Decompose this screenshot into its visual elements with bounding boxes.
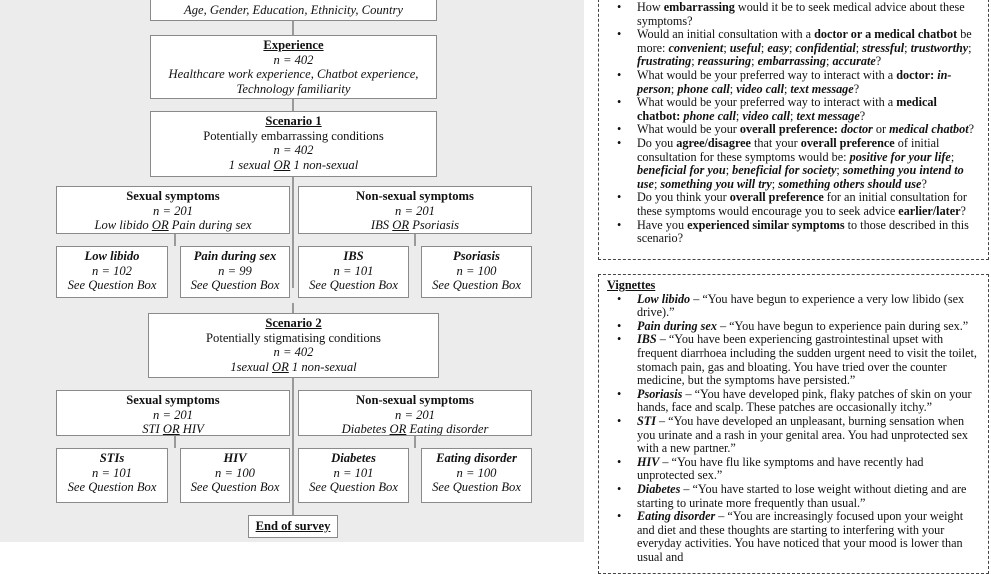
end-of-survey-box (248, 515, 338, 538)
leaf-n: n = 101 (92, 465, 132, 480)
leaf-see: See Question Box (432, 278, 521, 292)
leaf-see: See Question Box (432, 480, 521, 494)
leaf-title: Low libido (84, 249, 140, 263)
leaf-see: See Question Box (309, 480, 398, 494)
leaf-see: See Question Box (190, 278, 280, 292)
scenario-2-title: Scenario 2 (265, 316, 322, 330)
leaf-n: n = 99 (218, 263, 252, 278)
s1-sexual-symptoms-box (56, 186, 290, 234)
scenario-1-title: Scenario 1 (265, 114, 322, 128)
leaf-stis (56, 448, 168, 503)
vignette-item: • Pain during sex – “You have begun to experience pain during sex.” (607, 320, 982, 334)
leaf-title: IBS (343, 249, 364, 263)
s1-sexual-title: Sexual symptoms (126, 189, 220, 203)
scenario-1-note: 1 sexual OR 1 non-sexual (228, 157, 359, 172)
s1-nonsexual-note: IBS OR Psoriasis (370, 218, 460, 232)
connector (414, 436, 416, 448)
scenario-1-subtitle: Potentially embarrassing conditions (203, 128, 384, 143)
leaf-ibs (298, 246, 409, 298)
leaf-n: n = 100 (215, 465, 255, 480)
leaf-diabetes (298, 448, 409, 503)
leaf-n: n = 102 (92, 263, 132, 278)
vignette-item: • Diabetes – “You have started to lose weight without dieting and are starting to urinate more frequently than usual.” (607, 483, 982, 510)
question-item: • Do you agree/disagree that your overall preference of initial consultation for these symptoms would be: positive for your life; beneficial for you; beneficial for society; something you intend to use; something you will try; something others should use? (607, 137, 982, 191)
question-item: • Do you think your overall preference for an initial consultation for these symptoms would encourage you to seek advice earlier/later? (607, 191, 982, 218)
s2-sexual-note: STI OR HIV (142, 422, 204, 436)
s2-nonsexual-n: n = 201 (395, 407, 435, 422)
leaf-title: Pain during sex (193, 249, 277, 263)
question-item: • Have you experienced similar symptoms to those described in this scenario? (607, 219, 982, 246)
s2-nonsexual-note: Diabetes OR Eating disorder (341, 422, 489, 436)
question-item: • Would an initial consultation with a doctor or a medical chatbot be more: convenient; useful; easy; confidential; stressful; trustworthy; frustrating; reassuring; embarrassing; accurate? (607, 28, 982, 69)
scenario-2-note: 1sexual OR 1 non-sexual (230, 359, 357, 374)
connector (292, 177, 294, 288)
connector (414, 234, 416, 246)
leaf-n: n = 101 (333, 465, 374, 480)
scenario-1-n: n = 402 (273, 143, 314, 157)
connector (292, 21, 294, 35)
leaf-n: n = 100 (456, 263, 497, 278)
s2-nonsexual-symptoms-box (298, 390, 532, 436)
connector (174, 234, 176, 246)
s1-sexual-n: n = 201 (153, 203, 193, 218)
question-item: • What would be your overall preference: doctor or medical chatbot? (607, 123, 982, 137)
experience-n: n = 402 (273, 52, 314, 67)
experience-box (150, 35, 437, 99)
leaf-n: n = 100 (456, 465, 497, 480)
scenario-1-box (150, 111, 437, 177)
question-box (598, 0, 989, 260)
s2-nonsexual-title: Non-sexual symptoms (356, 393, 474, 407)
experience-line1: Healthcare work experience, Chatbot experience, (168, 67, 419, 81)
vignette-list (607, 293, 982, 565)
s2-sexual-symptoms-box (56, 390, 290, 436)
experience-title: Experience (263, 38, 324, 52)
leaf-hiv (180, 448, 290, 503)
leaf-pain-during-sex (180, 246, 290, 298)
s2-sexual-title: Sexual symptoms (126, 393, 220, 407)
vignette-item: • Psoriasis – “You have developed pink, flaky patches of skin on your hands, face and scalp. These patches are occasionally itchy.” (607, 388, 982, 415)
scenario-2-n: n = 402 (273, 345, 314, 359)
leaf-psoriasis (421, 246, 532, 298)
s1-nonsexual-symptoms-box (298, 186, 532, 234)
s2-sexual-n: n = 201 (153, 407, 193, 422)
scenario-2-box (148, 313, 439, 378)
s1-sexual-note: Low libido OR Pain during sex (94, 218, 252, 232)
question-item: • What would be your preferred way to interact with a medical chatbot: phone call; video call; text message? (607, 96, 982, 123)
leaf-see: See Question Box (190, 480, 280, 494)
leaf-see: See Question Box (309, 278, 398, 292)
leaf-title: Psoriasis (453, 249, 500, 263)
s1-nonsexual-title: Non-sexual symptoms (356, 189, 474, 203)
leaf-title: HIV (223, 451, 247, 465)
question-item: • How embarrassing would it be to seek medical advice about these symptoms? (607, 1, 982, 28)
demographics-text: Age, Gender, Education, Ethnicity, Country (184, 3, 403, 17)
experience-line2: Technology familiarity (236, 81, 351, 96)
leaf-eating-disorder (421, 448, 532, 503)
connector (292, 378, 294, 503)
connector (174, 436, 176, 448)
vignettes-title: Vignettes (607, 278, 656, 292)
vignettes-box (598, 274, 989, 574)
vignette-item: • IBS – “You have been experiencing gastrointestinal upset with frequent diarrhoea including the sudden urgent need to visit the toilet, stomach pain, gas and bloating. You have tried over the counter medicine, but the symptoms have persisted.” (607, 333, 982, 387)
vignette-item: • Eating disorder – “You are increasingly focused upon your weight and diet and these thoughts are starting to interfering with your everyday activities. You have noticed that your mood is lower than usual and (607, 510, 982, 564)
leaf-title: STIs (99, 451, 125, 465)
vignette-item: • STI – “You have developed an unpleasant, burning sensation when you urinate and a rash in your genital area. You had unprotected sex with a new partner.” (607, 415, 982, 456)
scenario-2-subtitle: Potentially stigmatising conditions (206, 330, 381, 345)
connector (292, 99, 294, 111)
leaf-see: See Question Box (67, 278, 157, 292)
leaf-see: See Question Box (67, 480, 157, 494)
leaf-n: n = 101 (333, 263, 374, 278)
s1-nonsexual-n: n = 201 (395, 203, 435, 218)
question-item: • What would be your preferred way to interact with a doctor: in-person; phone call; video call; text message? (607, 69, 982, 96)
demographics-box (150, 0, 437, 21)
vignette-item: • Low libido – “You have begun to experience a very low libido (sex drive).” (607, 293, 982, 320)
leaf-title: Eating disorder (436, 451, 517, 465)
connector (292, 303, 294, 313)
leaf-low-libido (56, 246, 168, 298)
end-of-survey-label: End of survey (255, 519, 331, 533)
question-list (607, 1, 982, 246)
leaf-title: Diabetes (331, 451, 376, 465)
connector (292, 503, 294, 515)
vignette-item: • HIV – “You have flu like symptoms and have recently had unprotected sex.” (607, 456, 982, 483)
